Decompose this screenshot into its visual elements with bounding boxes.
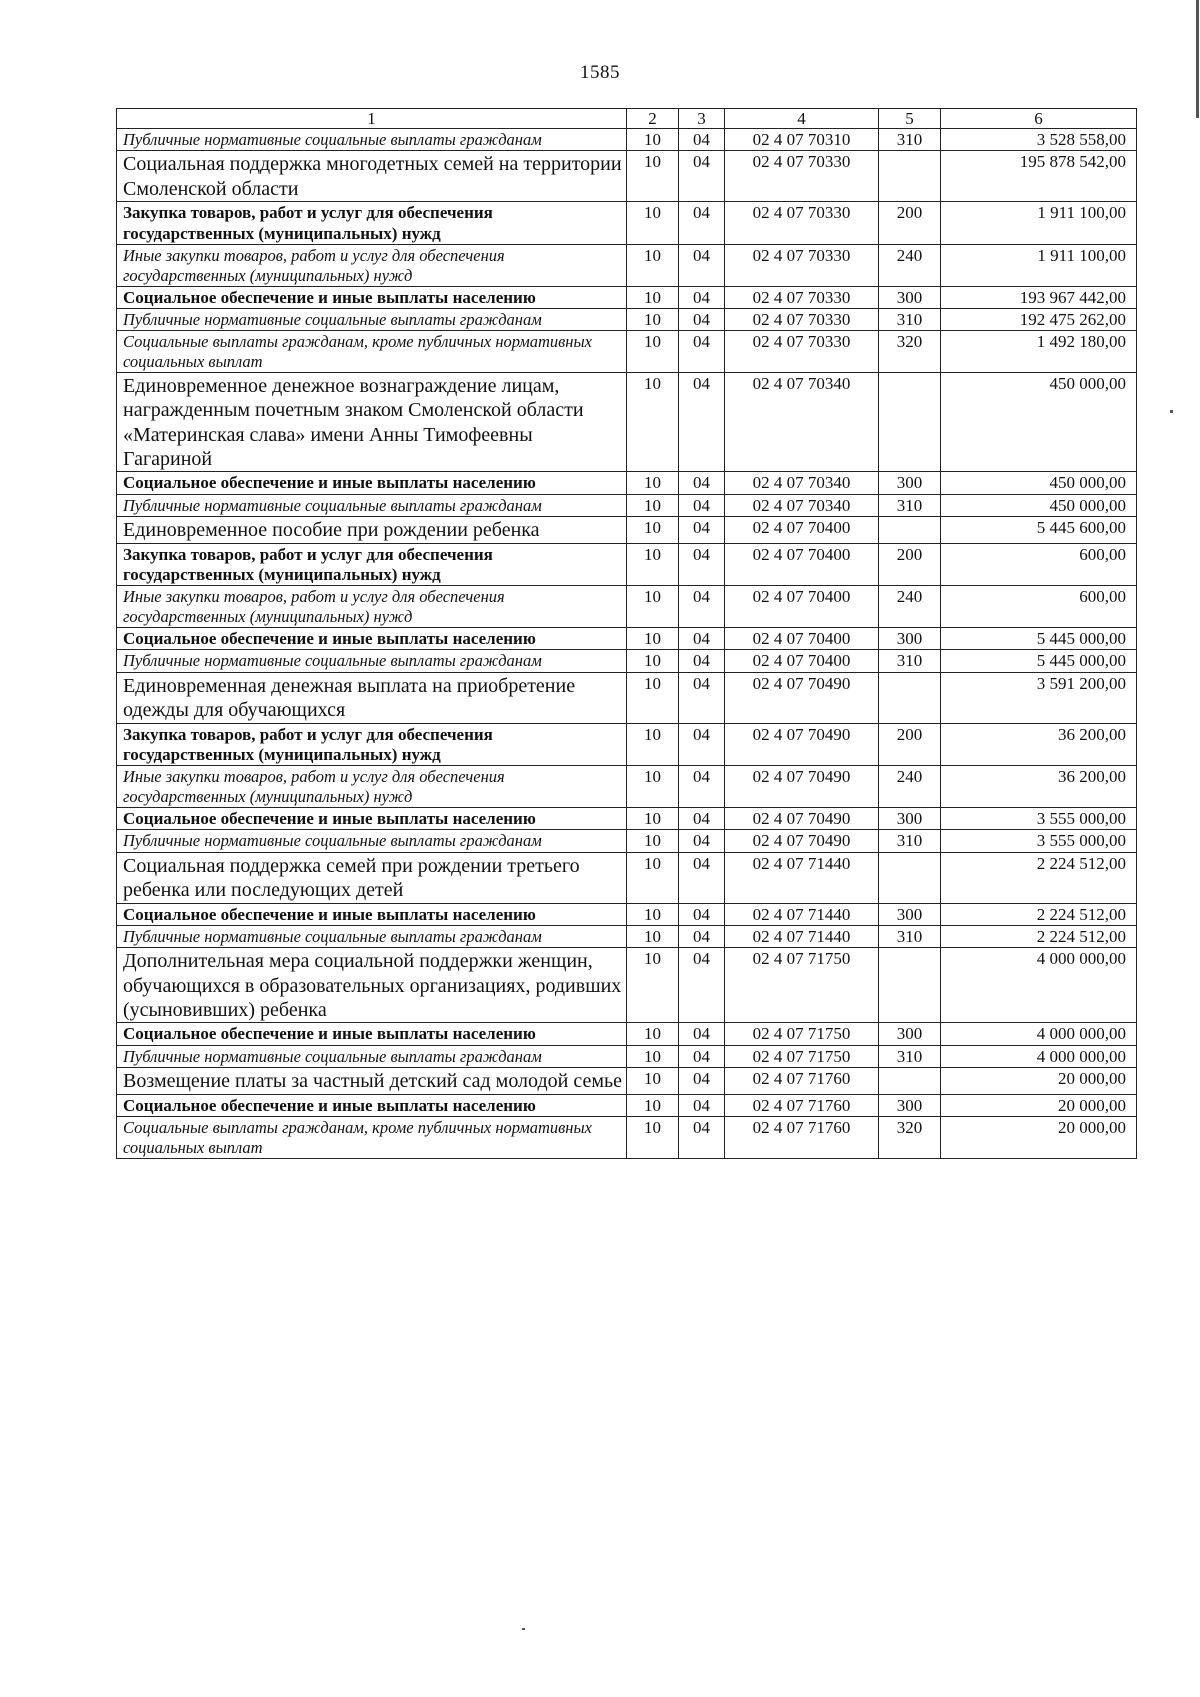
target-article-cell: 02 4 07 70330 [725, 308, 879, 330]
row-name-cell: Социальное обеспечение и иные выплаты населению [117, 628, 627, 650]
subsection-cell: 04 [679, 1045, 725, 1067]
subsection-cell: 04 [679, 766, 725, 808]
target-article-cell: 02 4 07 70490 [725, 766, 879, 808]
section-cell: 10 [627, 852, 679, 903]
table-row [117, 1068, 1137, 1094]
subsection-cell: 04 [679, 129, 725, 151]
section-cell: 10 [627, 151, 679, 202]
subsection-cell: 04 [679, 308, 725, 330]
expense-type-cell: 310 [879, 830, 941, 852]
row-name-cell: Закупка товаров, работ и услуг для обеспечения государственных (муниципальных) нужд [117, 202, 627, 245]
table-row [117, 807, 1137, 829]
row-name-cell: Иные закупки товаров, работ и услуг для обеспечения государственных (муниципальных) нужд [117, 766, 627, 808]
expense-type-cell: 320 [879, 1117, 941, 1159]
row-name-cell: Публичные нормативные социальные выплаты гражданам [117, 1045, 627, 1067]
expense-type-cell: 300 [879, 807, 941, 829]
subsection-cell: 04 [679, 925, 725, 947]
table-row [117, 1045, 1137, 1067]
subsection-cell: 04 [679, 650, 725, 672]
subsection-cell: 04 [679, 286, 725, 308]
target-article-cell: 02 4 07 70340 [725, 372, 879, 472]
budget-table [116, 108, 1137, 1159]
amount-cell: 3 591 200,00 [941, 672, 1137, 723]
table-row [117, 830, 1137, 852]
amount-cell: 450 000,00 [941, 372, 1137, 472]
expense-type-cell [879, 948, 941, 1023]
row-name-cell: Публичные нормативные социальные выплаты гражданам [117, 129, 627, 151]
target-article-cell: 02 4 07 71750 [725, 1045, 879, 1067]
amount-cell: 2 224 512,00 [941, 903, 1137, 925]
section-cell: 10 [627, 372, 679, 472]
target-article-cell: 02 4 07 70490 [725, 830, 879, 852]
subsection-cell: 04 [679, 517, 725, 543]
table-row [117, 543, 1137, 586]
subsection-cell: 04 [679, 543, 725, 586]
row-name-cell: Социальное обеспечение и иные выплаты населению [117, 472, 627, 494]
row-name-cell: Дополнительная мера социальной поддержки женщин, обучающихся в образовательных организациях, родивших (усыновивших) ребенка [117, 948, 627, 1023]
section-cell: 10 [627, 543, 679, 586]
subsection-cell: 04 [679, 852, 725, 903]
expense-type-cell: 240 [879, 244, 941, 286]
section-cell: 10 [627, 1094, 679, 1116]
subsection-cell: 04 [679, 672, 725, 723]
amount-cell: 195 878 542,00 [941, 151, 1137, 202]
subsection-cell: 04 [679, 723, 725, 766]
amount-cell: 193 967 442,00 [941, 286, 1137, 308]
expense-type-cell: 310 [879, 1045, 941, 1067]
expense-type-cell [879, 1068, 941, 1094]
expense-type-cell [879, 151, 941, 202]
amount-cell: 192 475 262,00 [941, 308, 1137, 330]
table-row [117, 202, 1137, 245]
row-name-cell: Публичные нормативные социальные выплаты гражданам [117, 925, 627, 947]
expense-type-cell: 300 [879, 472, 941, 494]
subsection-cell: 04 [679, 151, 725, 202]
expense-type-cell: 310 [879, 308, 941, 330]
subsection-cell: 04 [679, 202, 725, 245]
amount-cell: 450 000,00 [941, 472, 1137, 494]
amount-cell: 3 528 558,00 [941, 129, 1137, 151]
amount-cell: 1 492 180,00 [941, 331, 1137, 373]
table-row [117, 723, 1137, 766]
expense-type-cell [879, 372, 941, 472]
scan-dot-mark [1170, 410, 1173, 413]
subsection-cell: 04 [679, 1117, 725, 1159]
section-cell: 10 [627, 202, 679, 245]
amount-cell: 2 224 512,00 [941, 925, 1137, 947]
amount-cell: 2 224 512,00 [941, 852, 1137, 903]
table-row [117, 494, 1137, 516]
section-cell: 10 [627, 650, 679, 672]
row-name-cell: Иные закупки товаров, работ и услуг для обеспечения государственных (муниципальных) нужд [117, 586, 627, 628]
section-cell: 10 [627, 628, 679, 650]
expense-type-cell [879, 852, 941, 903]
row-name-cell: Единовременная денежная выплата на приобретение одежды для обучающихся [117, 672, 627, 723]
table-row [117, 925, 1137, 947]
row-name-cell: Публичные нормативные социальные выплаты гражданам [117, 830, 627, 852]
target-article-cell: 02 4 07 71760 [725, 1094, 879, 1116]
section-cell: 10 [627, 1023, 679, 1045]
page-number: 1585 [580, 62, 620, 83]
target-article-cell: 02 4 07 70310 [725, 129, 879, 151]
amount-cell: 3 555 000,00 [941, 830, 1137, 852]
table-row [117, 650, 1137, 672]
expense-type-cell: 300 [879, 1023, 941, 1045]
section-cell: 10 [627, 129, 679, 151]
amount-cell: 20 000,00 [941, 1117, 1137, 1159]
target-article-cell: 02 4 07 70400 [725, 517, 879, 543]
amount-cell: 20 000,00 [941, 1068, 1137, 1094]
section-cell: 10 [627, 672, 679, 723]
target-article-cell: 02 4 07 70490 [725, 807, 879, 829]
expense-type-cell: 200 [879, 543, 941, 586]
expense-type-cell: 300 [879, 903, 941, 925]
target-article-cell: 02 4 07 71750 [725, 948, 879, 1023]
section-cell: 10 [627, 286, 679, 308]
target-article-cell: 02 4 07 70400 [725, 650, 879, 672]
row-name-cell: Закупка товаров, работ и услуг для обеспечения государственных (муниципальных) нужд [117, 723, 627, 766]
target-article-cell: 02 4 07 70340 [725, 472, 879, 494]
subsection-cell: 04 [679, 903, 725, 925]
target-article-cell: 02 4 07 71440 [725, 925, 879, 947]
table-row [117, 766, 1137, 808]
amount-cell: 36 200,00 [941, 723, 1137, 766]
section-cell: 10 [627, 244, 679, 286]
section-cell: 10 [627, 1068, 679, 1094]
row-name-cell: Публичные нормативные социальные выплаты гражданам [117, 650, 627, 672]
section-cell: 10 [627, 472, 679, 494]
expense-type-cell: 200 [879, 202, 941, 245]
row-name-cell: Социальное обеспечение и иные выплаты населению [117, 286, 627, 308]
table-row [117, 852, 1137, 903]
row-name-cell: Социальное обеспечение и иные выплаты населению [117, 1023, 627, 1045]
row-name-cell: Публичные нормативные социальные выплаты гражданам [117, 494, 627, 516]
scan-edge-mark [1196, 0, 1199, 118]
section-cell: 10 [627, 331, 679, 373]
subsection-cell: 04 [679, 830, 725, 852]
table-row [117, 472, 1137, 494]
target-article-cell: 02 4 07 70400 [725, 543, 879, 586]
section-cell: 10 [627, 766, 679, 808]
subsection-cell: 04 [679, 807, 725, 829]
target-article-cell: 02 4 07 70330 [725, 286, 879, 308]
amount-cell: 600,00 [941, 586, 1137, 628]
table-body [117, 129, 1137, 1159]
amount-cell: 3 555 000,00 [941, 807, 1137, 829]
row-name-cell: Социальное обеспечение и иные выплаты населению [117, 807, 627, 829]
expense-type-cell: 300 [879, 1094, 941, 1116]
table-row [117, 628, 1137, 650]
amount-cell: 600,00 [941, 543, 1137, 586]
table-row [117, 517, 1137, 543]
row-name-cell: Социальные выплаты гражданам, кроме публичных нормативных социальных выплат [117, 331, 627, 373]
target-article-cell: 02 4 07 70330 [725, 151, 879, 202]
table-row [117, 286, 1137, 308]
row-name-cell: Социальное обеспечение и иные выплаты населению [117, 1094, 627, 1116]
amount-cell: 36 200,00 [941, 766, 1137, 808]
target-article-cell: 02 4 07 70490 [725, 723, 879, 766]
expense-type-cell [879, 517, 941, 543]
amount-cell: 450 000,00 [941, 494, 1137, 516]
section-cell: 10 [627, 830, 679, 852]
section-cell: 10 [627, 308, 679, 330]
expense-type-cell: 200 [879, 723, 941, 766]
section-cell: 10 [627, 586, 679, 628]
table-row [117, 129, 1137, 151]
table-row [117, 1117, 1137, 1159]
header-col-4: 4 [725, 109, 879, 129]
row-name-cell: Единовременное пособие при рождении ребенка [117, 517, 627, 543]
target-article-cell: 02 4 07 71440 [725, 903, 879, 925]
row-name-cell: Социальная поддержка семей при рождении третьего ребенка или последующих детей [117, 852, 627, 903]
header-col-2: 2 [627, 109, 679, 129]
subsection-cell: 04 [679, 628, 725, 650]
table-row [117, 948, 1137, 1023]
target-article-cell: 02 4 07 70330 [725, 244, 879, 286]
section-cell: 10 [627, 1045, 679, 1067]
amount-cell: 4 000 000,00 [941, 1045, 1137, 1067]
subsection-cell: 04 [679, 1068, 725, 1094]
table-row [117, 903, 1137, 925]
expense-type-cell: 320 [879, 331, 941, 373]
expense-type-cell: 310 [879, 494, 941, 516]
table-row [117, 586, 1137, 628]
amount-cell: 1 911 100,00 [941, 202, 1137, 245]
subsection-cell: 04 [679, 948, 725, 1023]
budget-table-container [116, 108, 1137, 1159]
subsection-cell: 04 [679, 586, 725, 628]
section-cell: 10 [627, 925, 679, 947]
table-row [117, 151, 1137, 202]
subsection-cell: 04 [679, 331, 725, 373]
section-cell: 10 [627, 494, 679, 516]
section-cell: 10 [627, 1117, 679, 1159]
header-col-5: 5 [879, 109, 941, 129]
row-name-cell: Иные закупки товаров, работ и услуг для обеспечения государственных (муниципальных) нужд [117, 244, 627, 286]
target-article-cell: 02 4 07 70400 [725, 628, 879, 650]
table-row [117, 1023, 1137, 1045]
amount-cell: 5 445 600,00 [941, 517, 1137, 543]
subsection-cell: 04 [679, 244, 725, 286]
target-article-cell: 02 4 07 70330 [725, 331, 879, 373]
row-name-cell: Единовременное денежное вознаграждение лицам, награжденным почетным знаком Смоленской области «Материнская слава» имени Анны Тимофеевны Гагариной [117, 372, 627, 472]
table-row [117, 331, 1137, 373]
table-row [117, 308, 1137, 330]
target-article-cell: 02 4 07 71760 [725, 1068, 879, 1094]
section-cell: 10 [627, 807, 679, 829]
expense-type-cell: 240 [879, 766, 941, 808]
target-article-cell: 02 4 07 70340 [725, 494, 879, 516]
subsection-cell: 04 [679, 472, 725, 494]
row-name-cell: Социальное обеспечение и иные выплаты населению [117, 903, 627, 925]
expense-type-cell: 310 [879, 650, 941, 672]
target-article-cell: 02 4 07 70490 [725, 672, 879, 723]
table-row [117, 672, 1137, 723]
header-col-6: 6 [941, 109, 1137, 129]
target-article-cell: 02 4 07 71440 [725, 852, 879, 903]
amount-cell: 5 445 000,00 [941, 650, 1137, 672]
target-article-cell: 02 4 07 71760 [725, 1117, 879, 1159]
expense-type-cell: 300 [879, 286, 941, 308]
row-name-cell: Возмещение платы за частный детский сад молодой семье [117, 1068, 627, 1094]
row-name-cell: Социальные выплаты гражданам, кроме публичных нормативных социальных выплат [117, 1117, 627, 1159]
target-article-cell: 02 4 07 71750 [725, 1023, 879, 1045]
table-header-row [117, 109, 1137, 129]
amount-cell: 4 000 000,00 [941, 948, 1137, 1023]
row-name-cell: Закупка товаров, работ и услуг для обеспечения государственных (муниципальных) нужд [117, 543, 627, 586]
section-cell: 10 [627, 517, 679, 543]
section-cell: 10 [627, 948, 679, 1023]
expense-type-cell [879, 672, 941, 723]
expense-type-cell: 310 [879, 925, 941, 947]
expense-type-cell: 300 [879, 628, 941, 650]
scan-dot-mark [522, 1628, 525, 1630]
row-name-cell: Социальная поддержка многодетных семей на территории Смоленской области [117, 151, 627, 202]
table-row [117, 372, 1137, 472]
subsection-cell: 04 [679, 494, 725, 516]
expense-type-cell: 240 [879, 586, 941, 628]
section-cell: 10 [627, 903, 679, 925]
subsection-cell: 04 [679, 1094, 725, 1116]
section-cell: 10 [627, 723, 679, 766]
amount-cell: 1 911 100,00 [941, 244, 1137, 286]
target-article-cell: 02 4 07 70400 [725, 586, 879, 628]
subsection-cell: 04 [679, 372, 725, 472]
amount-cell: 4 000 000,00 [941, 1023, 1137, 1045]
header-col-1: 1 [117, 109, 627, 129]
amount-cell: 20 000,00 [941, 1094, 1137, 1116]
row-name-cell: Публичные нормативные социальные выплаты гражданам [117, 308, 627, 330]
amount-cell: 5 445 000,00 [941, 628, 1137, 650]
table-row [117, 244, 1137, 286]
expense-type-cell: 310 [879, 129, 941, 151]
header-col-3: 3 [679, 109, 725, 129]
table-row [117, 1094, 1137, 1116]
target-article-cell: 02 4 07 70330 [725, 202, 879, 245]
subsection-cell: 04 [679, 1023, 725, 1045]
